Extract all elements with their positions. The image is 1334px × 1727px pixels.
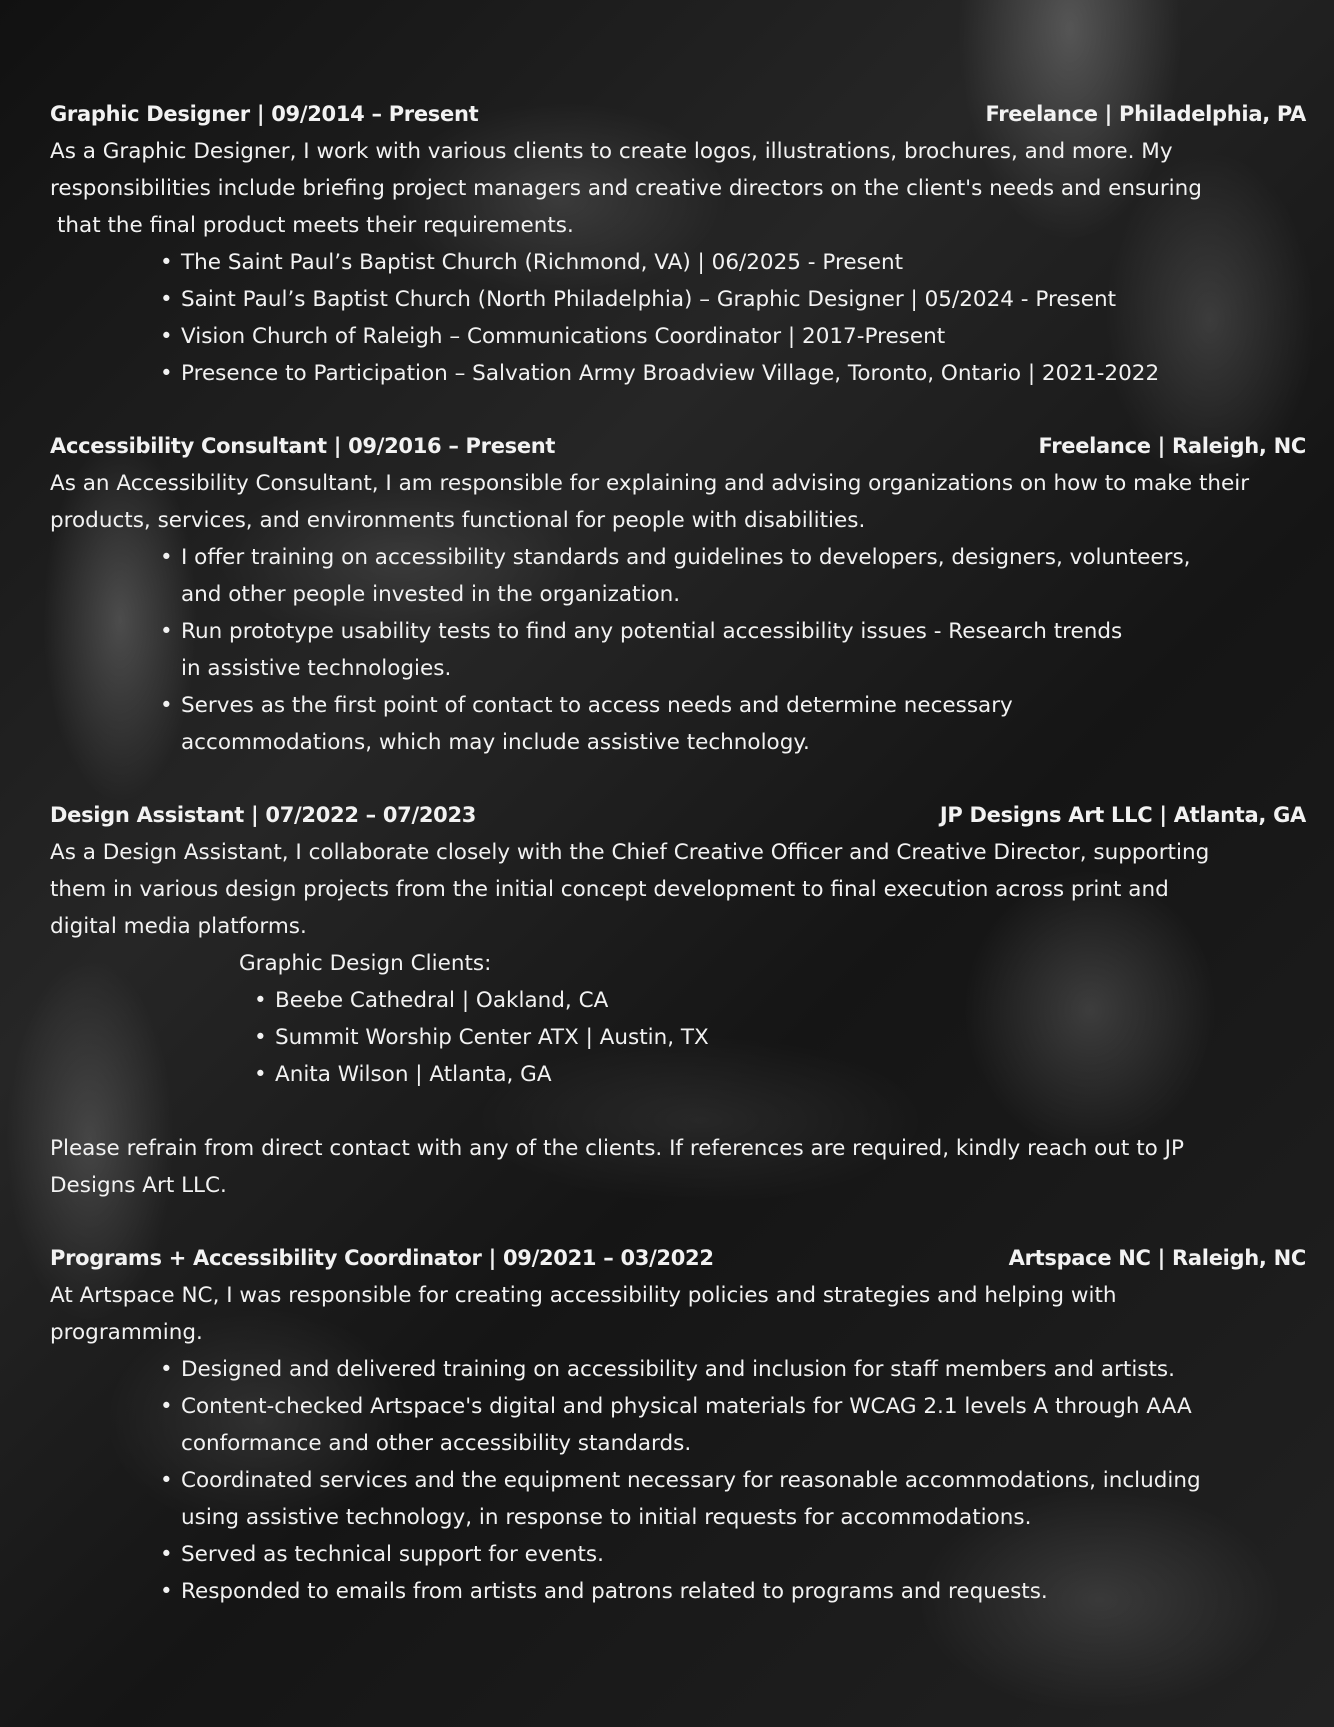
job-description (50, 465, 1306, 539)
job-heading (50, 96, 1306, 133)
bullet-line: and other people invested in the organization. (181, 582, 681, 607)
list-item (160, 1573, 1306, 1610)
job-location: Artspace NC | Raleigh, NC (1008, 1246, 1306, 1270)
description-line: digital media platforms. (50, 914, 307, 939)
description-line: products, services, and environments functional for people with disabilities. (50, 508, 866, 533)
bullet-line: accommodations, which may include assistive technology. (181, 730, 810, 755)
bullet-line: Serves as the first point of contact to access needs and determine necessary (181, 693, 1013, 718)
job-title: Programs + Accessibility Coordinator | 09/2021 – 03/2022 (50, 1246, 714, 1270)
description-line: responsibilities include briefing project managers and creative directors on the client's needs and ensuring (50, 176, 1202, 201)
job-description (50, 1277, 1306, 1351)
description-line: them in various design projects from the initial concept development to final execution across print and (50, 877, 1169, 902)
list-item: • Vision Church of Raleigh – Communications Coordinator | 2017-Present (160, 318, 1306, 355)
bullet-line: Responded to emails from artists and patrons related to programs and requests. (181, 1579, 1048, 1604)
job-description (50, 834, 1306, 945)
experience-accessibility-consultant (50, 428, 1306, 761)
list-item: • Anita Wilson | Atlanta, GA (254, 1056, 1306, 1093)
bullet-line: Served as technical support for events. (181, 1542, 604, 1567)
bullet-line: conformance and other accessibility standards. (181, 1431, 692, 1456)
bullet-line: in assistive technologies. (181, 656, 452, 681)
description-line: As a Design Assistant, I collaborate closely with the Chief Creative Officer and Creative Director, supporting (50, 840, 1210, 865)
job-description (50, 133, 1306, 244)
description-line: programming. (50, 1320, 203, 1345)
bullet-line: Run prototype usability tests to find any potential accessibility issues - Research trends (181, 619, 1123, 644)
resume-page (50, 96, 1306, 1646)
bullet-line: Content-checked Artspace's digital and physical materials for WCAG 2.1 levels A through AAA (181, 1394, 1192, 1419)
list-item (160, 539, 1306, 613)
job-location: Freelance | Raleigh, NC (1038, 434, 1306, 458)
job-title: Accessibility Consultant | 09/2016 – Present (50, 434, 556, 458)
bullet-line: using assistive technology, in response to initial requests for accommodations. (181, 1505, 1032, 1530)
bullet-line: Coordinated services and the equipment necessary for reasonable accommodations, including (181, 1468, 1201, 1493)
description-line: that the final product meets their requirements. (57, 213, 574, 238)
list-item: • The Saint Paul’s Baptist Church (Richmond, VA) | 06/2025 - Present (160, 244, 1306, 281)
job-heading (50, 1240, 1306, 1277)
job-bullets (50, 244, 1306, 392)
list-item: • Saint Paul’s Baptist Church (North Philadelphia) – Graphic Designer | 05/2024 - Present (160, 281, 1306, 318)
description-line: As a Graphic Designer, I work with various clients to create logos, illustrations, brochures, and more. My (50, 139, 1173, 164)
bullet-line: Designed and delivered training on accessibility and inclusion for staff members and artists. (181, 1357, 1175, 1382)
description-line: As an Accessibility Consultant, I am responsible for explaining and advising organizations on how to make their (50, 471, 1250, 496)
list-item (160, 1388, 1306, 1462)
list-item (160, 687, 1306, 761)
description-line: At Artspace NC, I was responsible for creating accessibility policies and strategies and helping with (50, 1283, 1117, 1308)
job-heading (50, 797, 1306, 834)
job-bullets (50, 1351, 1306, 1610)
bullet-line: I offer training on accessibility standards and guidelines to developers, designers, volunteers, (181, 545, 1191, 570)
experience-graphic-designer (50, 96, 1306, 392)
job-bullets (50, 539, 1306, 761)
job-location: JP Designs Art LLC | Atlanta, GA (939, 803, 1306, 827)
note-line: Please refrain from direct contact with any of the clients. If references are required, kindly reach out to JP (50, 1136, 1184, 1161)
clients-label: Graphic Design Clients: (239, 951, 492, 976)
experience-programs-coordinator (50, 1240, 1306, 1610)
note-line: Designs Art LLC. (50, 1173, 227, 1198)
list-item: • Summit Worship Center ATX | Austin, TX (254, 1019, 1306, 1056)
job-title: Graphic Designer | 09/2014 – Present (50, 102, 479, 126)
clients-note (50, 1130, 1306, 1204)
clients-list (50, 982, 1306, 1093)
job-title: Design Assistant | 07/2022 – 07/2023 (50, 803, 477, 827)
list-item (160, 1351, 1306, 1388)
list-item (160, 1536, 1306, 1573)
list-item (160, 1462, 1306, 1536)
job-location: Freelance | Philadelphia, PA (985, 102, 1306, 126)
list-item: • Beebe Cathedral | Oakland, CA (254, 982, 1306, 1019)
job-heading (50, 428, 1306, 465)
list-item: • Presence to Participation – Salvation Army Broadview Village, Toronto, Ontario | 2021-2022 (160, 355, 1306, 392)
list-item (160, 613, 1306, 687)
experience-design-assistant (50, 797, 1306, 1204)
